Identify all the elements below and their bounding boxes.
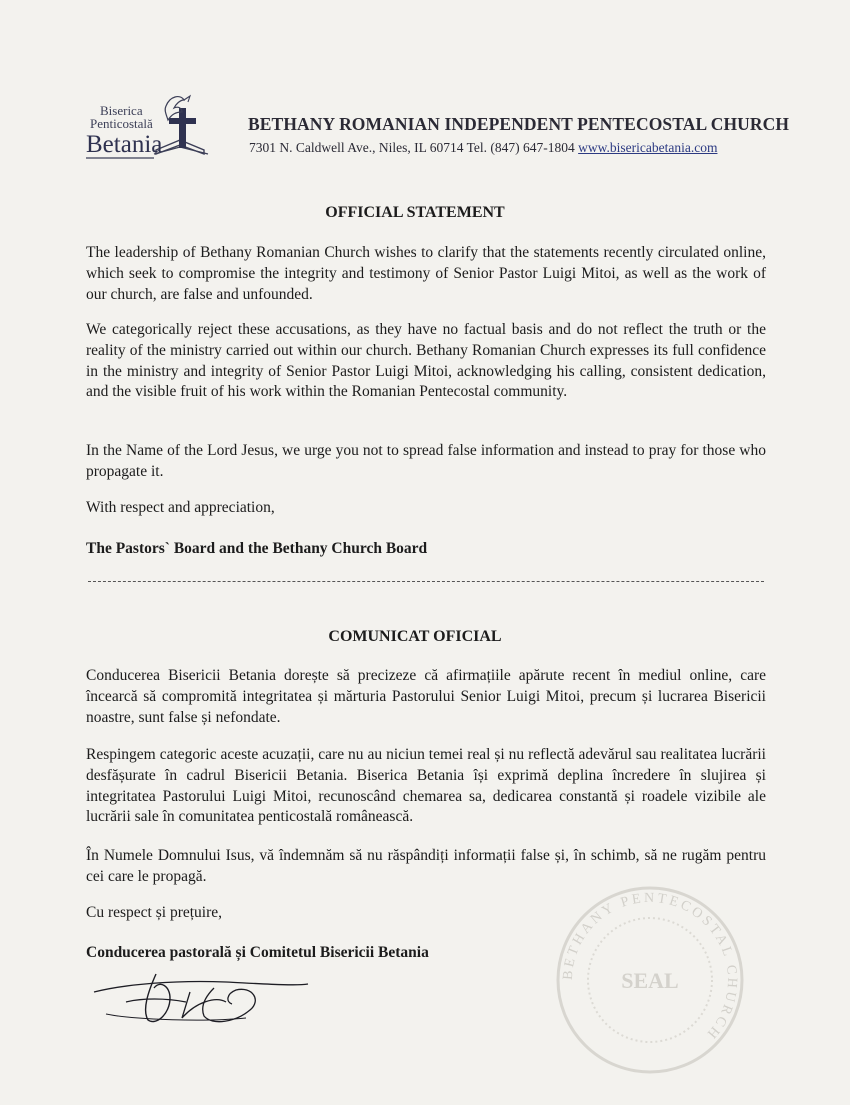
handwritten-signature	[86, 962, 316, 1032]
logo-text-biserica: Biserica	[100, 103, 143, 118]
romanian-closing: Cu respect și prețuire,	[86, 904, 223, 921]
romanian-paragraph-1: Conducerea Bisericii Betania dorește să precizeze că afirmațiile apărute recent în mediul online, care încearcă să compromită integritatea și mărturia Pastorului Senior Luigi Mitoi, precum și lucrarea Bisericii noastre, sunt false și nefondate.	[86, 667, 766, 726]
seal-ring-text: BETHANY PENTECOSTAL CHURCH	[560, 890, 740, 1043]
logo-text-penticostala: Penticostală	[90, 116, 153, 131]
seal-center-text: SEAL	[621, 968, 679, 993]
romanian-signatory: Conducerea pastorală și Comitetul Bisericii Betania	[86, 944, 429, 961]
romanian-paragraph-2: Respingem categoric aceste acuzații, care nu au niciun temei real și nu reflectă adevărul sau realitatea lucrării desfășurate în cadrul Bisericii Betania. Biserica Betania își exprimă deplina încredere în slujirea și integritatea Pastorului Luigi Mitoi, recunoscând chemarea sa, dedicarea constantă și roadele vizibile ale lucrării sale în comunitatea penticostală românească.	[86, 746, 766, 826]
english-paragraph-2: We categorically reject these accusations, as they have no factual basis and do not reflect the truth or the reality of the ministry carried out within our church. Bethany Romanian Church expresses its full confidence in the ministry and integrity of Senior Pastor Luigi Mitoi, acknowledging his calling, consistent dedication, and the visible fruit of his work within the Romanian Pentecostal community.	[86, 321, 766, 401]
heading-official-statement: OFFICIAL STATEMENT	[325, 204, 505, 221]
heading-comunicat-oficial: COMUNICAT OFICIAL	[328, 628, 502, 645]
romanian-paragraph-3: În Numele Domnului Isus, vă îndemnăm să nu răspândiți informații false și, în schimb, să ne rugăm pentru cei care le propagă.	[86, 847, 766, 885]
english-paragraph-1: The leadership of Bethany Romanian Church wishes to clarify that the statements recently circulated online, which seek to compromise the integrity and testimony of Senior Pastor Luigi Mitoi, as well as the work of our church, are false and unfounded.	[86, 244, 766, 303]
english-signatory: The Pastors` Board and the Bethany Church Board	[86, 540, 428, 557]
english-closing: With respect and appreciation,	[86, 499, 275, 516]
church-address-line	[249, 140, 717, 156]
logo-text-betania: Betania	[86, 131, 163, 158]
section-divider	[88, 581, 764, 582]
church-logo	[84, 92, 234, 164]
church-website-link[interactable]: www.bisericabetania.com	[578, 140, 718, 155]
english-paragraph-3: In the Name of the Lord Jesus, we urge you not to spread false information and instead to pray for those who propagate it.	[86, 442, 766, 480]
embossed-church-seal	[540, 880, 760, 1080]
church-name: BETHANY ROMANIAN INDEPENDENT PENTECOSTAL CHURCH	[248, 114, 790, 134]
church-address: 7301 N. Caldwell Ave., Niles, IL 60714 Tel. (847) 647-1804	[249, 140, 575, 155]
